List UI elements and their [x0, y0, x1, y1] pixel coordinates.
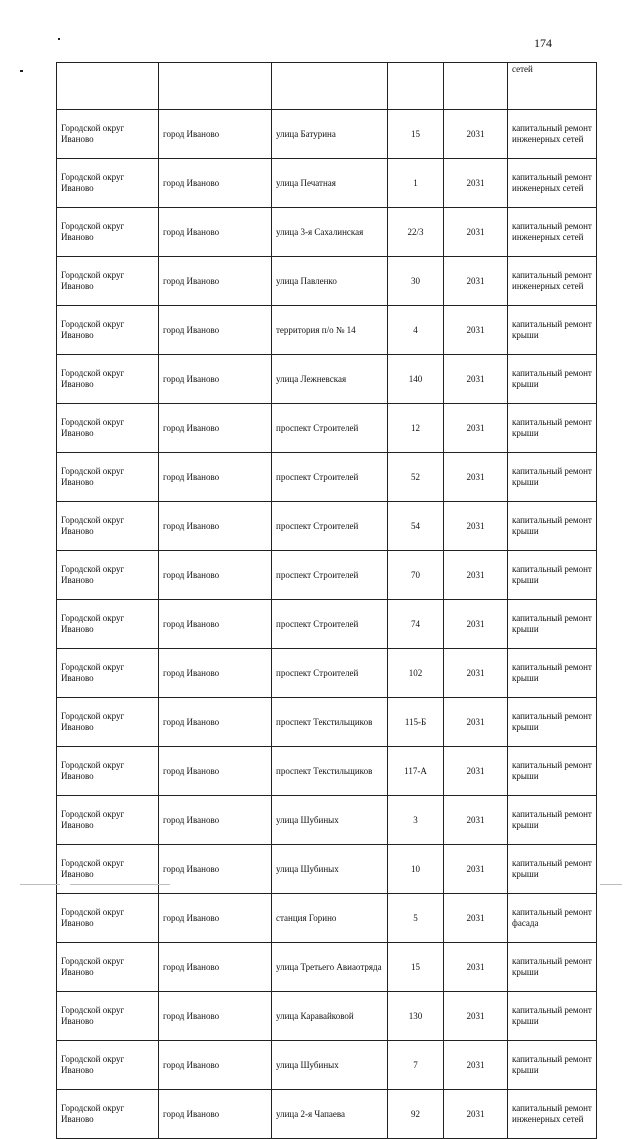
work-type-cell: капитальный ремонт фасада: [508, 894, 597, 943]
house-number-cell: 54: [388, 502, 444, 551]
table-row: [57, 649, 597, 698]
settlement-cell: город Иваново: [159, 551, 272, 600]
year-cell: 2031: [444, 404, 508, 453]
table-row: [57, 257, 597, 306]
year-cell: 2031: [444, 894, 508, 943]
scan-noise: [600, 884, 622, 885]
scan-mark: [58, 38, 60, 40]
settlement-cell: город Иваново: [159, 404, 272, 453]
housing-repair-table: [56, 62, 597, 1139]
work-type-cell: капитальный ремонт инженерных сетей: [508, 208, 597, 257]
municipality-cell: Городской округ Иваново: [57, 110, 159, 159]
settlement-cell: город Иваново: [159, 355, 272, 404]
settlement-cell: город Иваново: [159, 600, 272, 649]
work-type-cell: капитальный ремонт крыши: [508, 845, 597, 894]
year-cell: 2031: [444, 796, 508, 845]
address-cell: проспект Строителей: [272, 502, 388, 551]
work-type-cell: капитальный ремонт крыши: [508, 551, 597, 600]
settlement-cell: город Иваново: [159, 649, 272, 698]
address-cell: улица Павленко: [272, 257, 388, 306]
address-cell: проспект Строителей: [272, 600, 388, 649]
table-row: [57, 943, 597, 992]
house-number-cell: 74: [388, 600, 444, 649]
municipality-cell: Городской округ Иваново: [57, 306, 159, 355]
year-cell: 2031: [444, 1090, 508, 1139]
table-row: [57, 502, 597, 551]
municipality-cell: Городской округ Иваново: [57, 1041, 159, 1090]
address-cell: улица Батурина: [272, 110, 388, 159]
settlement-cell: город Иваново: [159, 747, 272, 796]
municipality-cell: Городской округ Иваново: [57, 404, 159, 453]
work-type-cell: капитальный ремонт крыши: [508, 355, 597, 404]
year-cell: 2031: [444, 355, 508, 404]
table-row: [57, 306, 597, 355]
continuation-row: [57, 63, 597, 110]
year-cell: 2031: [444, 747, 508, 796]
year-cell: 2031: [444, 306, 508, 355]
table-row: [57, 355, 597, 404]
house-number-cell: 7: [388, 1041, 444, 1090]
work-type-cell: капитальный ремонт крыши: [508, 453, 597, 502]
address-cell: улица Шубиных: [272, 1041, 388, 1090]
municipality-cell: Городской округ Иваново: [57, 453, 159, 502]
work-type-cell: капитальный ремонт крыши: [508, 943, 597, 992]
settlement-cell: город Иваново: [159, 845, 272, 894]
municipality-cell: Городской округ Иваново: [57, 208, 159, 257]
address-cell: улица Печатная: [272, 159, 388, 208]
address-cell: проспект Строителей: [272, 404, 388, 453]
year-cell: 2031: [444, 208, 508, 257]
address-cell: улица 2-я Чапаева: [272, 1090, 388, 1139]
municipality-cell: Городской округ Иваново: [57, 796, 159, 845]
table-cell: [388, 63, 444, 110]
table-row: [57, 404, 597, 453]
work-type-cell: капитальный ремонт крыши: [508, 306, 597, 355]
address-cell: территория п/о № 14: [272, 306, 388, 355]
year-cell: 2031: [444, 649, 508, 698]
address-cell: проспект Текстильщиков: [272, 698, 388, 747]
house-number-cell: 3: [388, 796, 444, 845]
address-cell: проспект Текстильщиков: [272, 747, 388, 796]
year-cell: 2031: [444, 1041, 508, 1090]
settlement-cell: город Иваново: [159, 698, 272, 747]
scan-mark: [20, 70, 23, 72]
address-cell: станция Горино: [272, 894, 388, 943]
address-cell: улица Шубиных: [272, 845, 388, 894]
year-cell: 2031: [444, 992, 508, 1041]
work-type-cell: капитальный ремонт крыши: [508, 649, 597, 698]
address-cell: улица Лежневская: [272, 355, 388, 404]
address-cell: проспект Строителей: [272, 551, 388, 600]
house-number-cell: 10: [388, 845, 444, 894]
year-cell: 2031: [444, 845, 508, 894]
work-type-cell: капитальный ремонт крыши: [508, 600, 597, 649]
house-number-cell: 12: [388, 404, 444, 453]
table-cell: [444, 63, 508, 110]
work-type-cell: капитальный ремонт крыши: [508, 747, 597, 796]
table-row: [57, 159, 597, 208]
work-type-cell: капитальный ремонт крыши: [508, 404, 597, 453]
work-type-cell: капитальный ремонт крыши: [508, 1041, 597, 1090]
house-number-cell: 92: [388, 1090, 444, 1139]
house-number-cell: 140: [388, 355, 444, 404]
year-cell: 2031: [444, 551, 508, 600]
work-type-cell: капитальный ремонт инженерных сетей: [508, 257, 597, 306]
municipality-cell: Городской округ Иваново: [57, 355, 159, 404]
settlement-cell: город Иваново: [159, 453, 272, 502]
settlement-cell: город Иваново: [159, 110, 272, 159]
table-row: [57, 1041, 597, 1090]
municipality-cell: Городской округ Иваново: [57, 943, 159, 992]
house-number-cell: 115-Б: [388, 698, 444, 747]
municipality-cell: Городской округ Иваново: [57, 649, 159, 698]
municipality-cell: Городской округ Иваново: [57, 502, 159, 551]
table-cell: [57, 63, 159, 110]
address-cell: улица Шубиных: [272, 796, 388, 845]
house-number-cell: 130: [388, 992, 444, 1041]
work-type-cell: капитальный ремонт крыши: [508, 502, 597, 551]
house-number-cell: 70: [388, 551, 444, 600]
settlement-cell: город Иваново: [159, 502, 272, 551]
year-cell: 2031: [444, 453, 508, 502]
work-type-cell: капитальный ремонт инженерных сетей: [508, 159, 597, 208]
settlement-cell: город Иваново: [159, 992, 272, 1041]
work-type-cell: капитальный ремонт крыши: [508, 698, 597, 747]
table-row: [57, 1090, 597, 1139]
settlement-cell: город Иваново: [159, 796, 272, 845]
table-row: [57, 747, 597, 796]
municipality-cell: Городской округ Иваново: [57, 159, 159, 208]
scan-noise: [20, 884, 60, 885]
house-number-cell: 52: [388, 453, 444, 502]
table-row: [57, 551, 597, 600]
house-number-cell: 5: [388, 894, 444, 943]
municipality-cell: Городской округ Иваново: [57, 992, 159, 1041]
municipality-cell: Городской округ Иваново: [57, 698, 159, 747]
house-number-cell: 22/3: [388, 208, 444, 257]
address-cell: улица Каравайковой: [272, 992, 388, 1041]
work-type-cell: капитальный ремонт инженерных сетей: [508, 110, 597, 159]
settlement-cell: город Иваново: [159, 306, 272, 355]
municipality-cell: Городской округ Иваново: [57, 894, 159, 943]
address-cell: проспект Строителей: [272, 453, 388, 502]
table-row: [57, 698, 597, 747]
table-row: [57, 453, 597, 502]
table-cell: [159, 63, 272, 110]
address-cell: улица 3-я Сахалинская: [272, 208, 388, 257]
year-cell: 2031: [444, 943, 508, 992]
municipality-cell: Городской округ Иваново: [57, 747, 159, 796]
municipality-cell: Городской округ Иваново: [57, 600, 159, 649]
municipality-cell: Городской округ Иваново: [57, 257, 159, 306]
table-row: [57, 894, 597, 943]
year-cell: 2031: [444, 502, 508, 551]
municipality-cell: Городской округ Иваново: [57, 845, 159, 894]
table-row: [57, 110, 597, 159]
house-number-cell: 117-А: [388, 747, 444, 796]
year-cell: 2031: [444, 110, 508, 159]
house-number-cell: 4: [388, 306, 444, 355]
settlement-cell: город Иваново: [159, 943, 272, 992]
work-type-cell: капитальный ремонт крыши: [508, 992, 597, 1041]
year-cell: 2031: [444, 257, 508, 306]
settlement-cell: город Иваново: [159, 1041, 272, 1090]
house-number-cell: 1: [388, 159, 444, 208]
year-cell: 2031: [444, 698, 508, 747]
address-cell: проспект Строителей: [272, 649, 388, 698]
settlement-cell: город Иваново: [159, 257, 272, 306]
work-type-cell: капитальный ремонт инженерных сетей: [508, 1090, 597, 1139]
municipality-cell: Городской округ Иваново: [57, 1090, 159, 1139]
table-row: [57, 992, 597, 1041]
house-number-cell: 102: [388, 649, 444, 698]
house-number-cell: 30: [388, 257, 444, 306]
year-cell: 2031: [444, 159, 508, 208]
house-number-cell: 15: [388, 110, 444, 159]
work-cell: сетей: [508, 63, 597, 110]
municipality-cell: Городской округ Иваново: [57, 551, 159, 600]
settlement-cell: город Иваново: [159, 159, 272, 208]
table-row: [57, 845, 597, 894]
table-row: [57, 796, 597, 845]
page-number: 174: [534, 36, 552, 50]
settlement-cell: город Иваново: [159, 1090, 272, 1139]
table-cell: [272, 63, 388, 110]
year-cell: 2031: [444, 600, 508, 649]
table-row: [57, 208, 597, 257]
address-cell: улица Третьего Авиаотряда: [272, 943, 388, 992]
table-row: [57, 600, 597, 649]
scan-noise: [70, 884, 170, 885]
settlement-cell: город Иваново: [159, 208, 272, 257]
settlement-cell: город Иваново: [159, 894, 272, 943]
work-type-cell: капитальный ремонт крыши: [508, 796, 597, 845]
house-number-cell: 15: [388, 943, 444, 992]
